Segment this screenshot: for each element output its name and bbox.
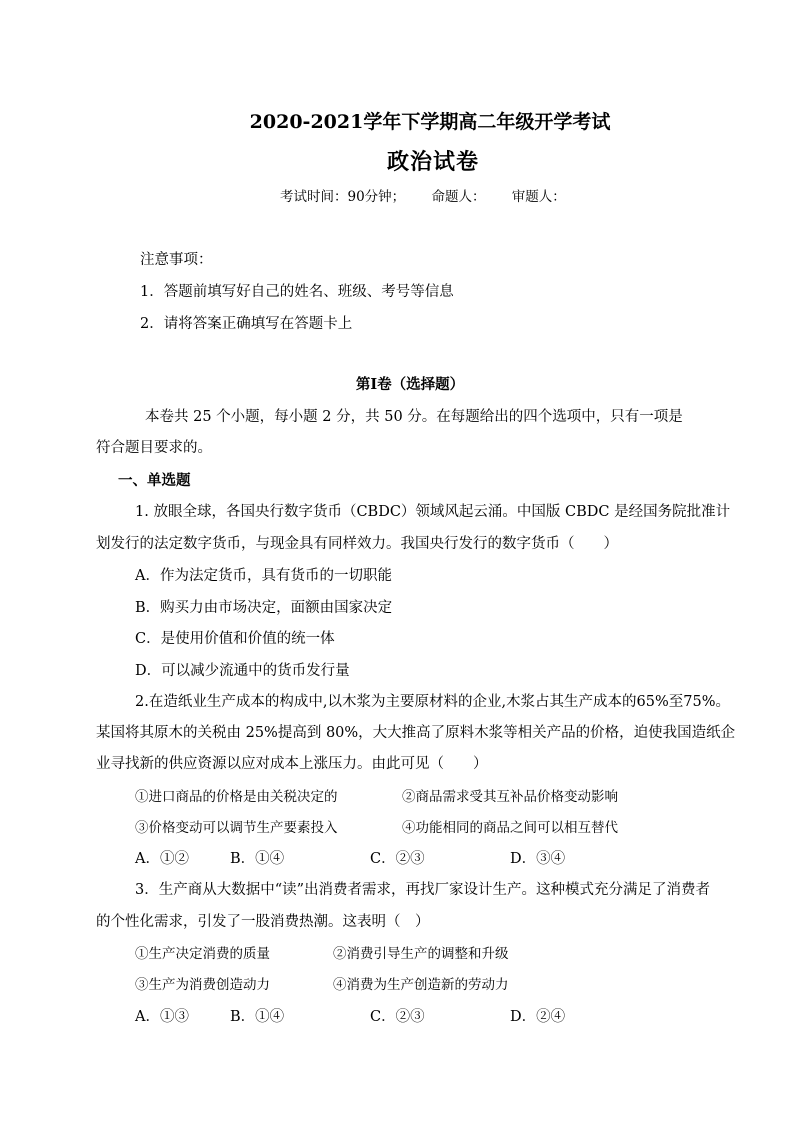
notice-item: 1．答题前填写好自己的姓名、班级、考号等信息 (140, 284, 454, 300)
notice-heading: 注意事项： (140, 252, 213, 268)
choice-b: B．①④ (230, 851, 285, 867)
statement: ③生产为消费创造动力 (135, 977, 270, 993)
question-text: 某国将其原木的关税由 25%提高到 80%，大大推高了原料木浆等相关产品的价格，迫使我国造纸企 (96, 725, 736, 741)
statement: ②消费引导生产的调整和升级 (333, 946, 509, 962)
exam-setter: 命题人： (431, 189, 486, 205)
part-intro: 本卷共 25 个小题，每小题 2 分，共 50 分。在每题给出的四个选项中，只有一项是 (145, 409, 683, 425)
part-intro: 符合题目要求的。 (96, 440, 212, 456)
question-text: 业寻找新的供应资源以应对成本上涨压力。由此可见（ ） (96, 756, 488, 772)
option-b: B．购买力由市场决定，面额由国家决定 (135, 600, 393, 616)
statement: ③价格变动可以调节生产要素投入 (135, 820, 338, 836)
choice-d: D．③④ (510, 851, 566, 867)
exam-meta (280, 185, 588, 205)
section-heading: 一、单选题 (118, 472, 191, 489)
statement: ④消费为生产创造新的劳动力 (333, 977, 509, 993)
question-text: 划发行的法定数字货币，与现金具有同样效力。我国央行发行的数字货币（ ） (96, 536, 618, 552)
option-d: D．可以减少流通中的货币发行量 (135, 663, 350, 679)
choice-d: D．②④ (510, 1009, 566, 1025)
choice-c: C．②③ (370, 1009, 425, 1025)
notice-item: 2．请将答案正确填写在答题卡上 (140, 316, 353, 332)
question-text: 3．生产商从大数据中“读”出消费者需求，再找厂家设计生产。这种模式充分满足了消费者 (135, 882, 711, 898)
choice-b: B．①④ (230, 1009, 285, 1025)
choice-c: C．②③ (370, 851, 425, 867)
exam-reviewer: 审题人： (511, 189, 566, 205)
statement: ①进口商品的价格是由关税决定的 (135, 789, 338, 805)
option-c: C．是使用价值和价值的统一体 (135, 631, 335, 647)
option-a: A．作为法定货币，具有货币的一切职能 (135, 568, 392, 584)
choice-a: A．①② (135, 851, 189, 867)
subject-title: 政治试卷 (386, 149, 479, 175)
statement: ④功能相同的商品之间可以相互替代 (402, 820, 618, 836)
part-title: 第I卷（选择题） (355, 376, 465, 393)
statement: ①生产决定消费的质量 (135, 946, 270, 962)
question-text: 1. 放眼全球，各国央行数字货币（CBDC）领域风起云涌。中国版 CBDC 是经国务院批准计 (135, 504, 731, 520)
choice-a: A．①③ (135, 1009, 189, 1025)
exam-title: 2020-2021学年下学期高二年级开学考试 (249, 111, 611, 133)
question-text: 的个性化需求，引发了一股消费热潮。这表明（ ） (96, 914, 430, 930)
statement: ②商品需求受其互补品价格变动影响 (402, 789, 618, 805)
question-text: 2.在造纸业生产成本的构成中,以木浆为主要原材料的企业,木浆占其生产成本的65%至75%。 (135, 694, 731, 710)
exam-time: 考试时间：90分钟； (280, 189, 406, 205)
